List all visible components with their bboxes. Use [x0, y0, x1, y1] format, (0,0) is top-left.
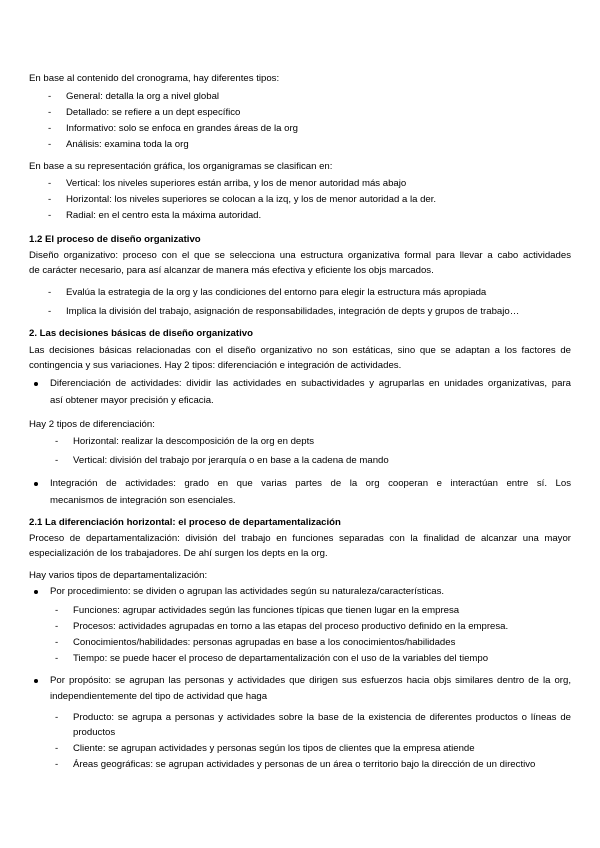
list-item: Cliente: se agrupan actividades y personas según los tipos de clientes que la empresa atiende: [73, 743, 475, 754]
bullet-line: así obtener mayor precisión y eficacia.: [50, 395, 214, 406]
bullet-line: independientemente del tipo de actividad que haga: [50, 691, 268, 702]
bullet-line: Diferenciación de actividades: dividir las actividades en subactividades y agruparlas en unidades organizativas, para: [50, 378, 571, 389]
section-heading-2: 2. Las decisiones básicas de diseño organizativo: [29, 328, 253, 339]
list-item: Procesos: actividades agrupadas en torno a las etapas del proceso productivo definido en la empresa.: [73, 621, 509, 632]
bullet-line: Por procedimiento: se dividen o agrupan las actividades según su naturaleza/características.: [50, 586, 445, 597]
dash-marker: -: [48, 178, 52, 189]
dash-marker: -: [55, 605, 59, 616]
bullet-dot: [34, 679, 38, 683]
dash-marker: -: [55, 621, 59, 632]
list-item: Horizontal: realizar la descomposición de la org en depts: [73, 436, 315, 447]
section-heading-2-1: 2.1 La diferenciación horizontal: el proceso de departamentalización: [29, 517, 341, 528]
dash-marker: -: [55, 455, 59, 466]
list-item: Horizontal: los niveles superiores se colocan a la izq, y los de menor autoridad a la der.: [66, 194, 437, 205]
section-heading-1-2: 1.2 El proceso de diseño organizativo: [29, 234, 201, 245]
list-item: productos: [73, 727, 116, 738]
dash-marker: -: [55, 653, 59, 664]
dash-marker: -: [48, 194, 52, 205]
tipos-intro: Hay varios tipos de departamentalización:: [29, 570, 208, 581]
bullet-line: mecanismos de integración son esenciales.: [50, 495, 236, 506]
paragraph-line: Las decisiones básicas relacionadas con el diseño organizativo no son estáticas, sino que se adaptan a los factores de: [29, 345, 571, 356]
dash-marker: -: [55, 436, 59, 447]
list-item: Funciones: agrupar actividades según las funciones típicas que tienen lugar en la empresa: [73, 605, 460, 616]
bullet-line: Integración de actividades: grado en que varias partes de la org cooperan e interactúan entre sí. Los: [50, 478, 571, 489]
list-item: Análisis: examina toda la org: [66, 139, 189, 150]
bullet-line: Por propósito: se agrupan las personas y actividades que dirigen sus esfuerzos hacia objs similares dentro de la org,: [50, 675, 571, 686]
dash-marker: -: [48, 123, 52, 134]
list-item: Vertical: división del trabajo por jerarquía o en base a la cadena de mando: [73, 455, 389, 466]
list-item: Vertical: los niveles superiores están arriba, y los de menor autoridad más abajo: [66, 178, 407, 189]
list-item: Conocimientos/habilidades: personas agrupadas en base a los conocimientos/habilidades: [73, 637, 456, 648]
dash-marker: -: [48, 91, 52, 102]
list-item: Detallado: se refiere a un dept específico: [66, 107, 241, 118]
list-item: General: detalla la org a nivel global: [66, 91, 220, 102]
bullet-dot: [34, 590, 38, 594]
dash-marker: -: [48, 139, 52, 150]
list-item: Áreas geográficas: se agrupan actividades y personas de un área o territorio bajo la dirección de un directivo: [73, 759, 536, 770]
bullet-dot: [34, 382, 38, 386]
bullet-dot: [34, 482, 38, 486]
intro-cronograma: En base al contenido del cronograma, hay diferentes tipos:: [29, 73, 280, 84]
list-item: Informativo: solo se enfoca en grandes áreas de la org: [66, 123, 298, 134]
dash-marker: -: [48, 306, 52, 317]
dash-marker: -: [48, 287, 52, 298]
dash-marker: -: [55, 637, 59, 648]
dash-marker: -: [55, 759, 59, 770]
list-item: Implica la división del trabajo, asignación de responsabilidades, integración de depts y grupos de trabajo…: [66, 306, 520, 317]
list-item: Radial: en el centro esta la máxima autoridad.: [66, 210, 262, 221]
dash-marker: -: [55, 743, 59, 754]
list-item: Tiempo: se puede hacer el proceso de departamentalización con el uso de la variables del tiempo: [73, 653, 489, 664]
paragraph-line: Diseño organizativo: proceso con el que se selecciona una estructura organizativa formal para llevar a cabo actividades: [29, 250, 571, 261]
dash-marker: -: [48, 107, 52, 118]
paragraph-line: Proceso de departamentalización: división del trabajo en funciones separadas con la finalidad de alcanzar una mayor: [29, 533, 571, 544]
list-item: Producto: se agrupa a personas y actividades sobre la base de la existencia de diferentes productos o líneas de: [73, 712, 571, 723]
intro-grafica: En base a su representación gráfica, los organigramas se clasifican en:: [29, 161, 333, 172]
tipos-intro: Hay 2 tipos de diferenciación:: [29, 419, 155, 430]
dash-marker: -: [48, 210, 52, 221]
paragraph-line: especialización de los trabajadores. De ahí surgen los depts en la org.: [29, 548, 328, 559]
paragraph-line: de carácter necesario, para así alcanzar de manera más efectiva y eficiente los objs marcados.: [29, 265, 434, 276]
paragraph-line: contingencia y sus variaciones. Hay 2 tipos: diferenciación e integración de actividades.: [29, 360, 402, 371]
dash-marker: -: [55, 712, 59, 723]
list-item: Evalúa la estrategia de la org y las condiciones del entorno para elegir la estructura más apropiada: [66, 287, 487, 298]
